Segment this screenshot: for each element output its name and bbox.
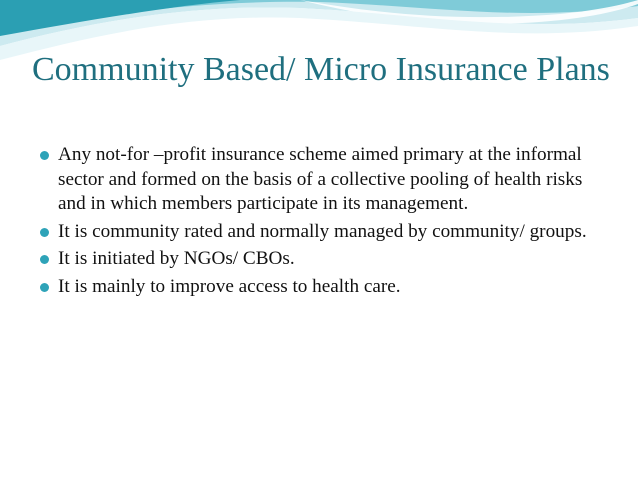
bullet-item [40, 275, 600, 300]
bullet-text: It is initiated by NGOs/ CBOs. [58, 248, 295, 269]
bullet-item [40, 247, 600, 272]
bullet-dot-icon [40, 283, 49, 292]
bullet-item [40, 143, 600, 217]
bullet-dot-icon [40, 255, 49, 264]
bullet-text: It is mainly to improve access to health care. [58, 275, 401, 297]
bullet-list [40, 143, 600, 302]
bullet-item [40, 220, 600, 245]
bullet-text: Any not-for –profit insurance scheme aimed primary at the informal sector and formed on the basis of a collective pooling of health risks and in which members participate in its management. [58, 144, 583, 214]
bullet-text: It is community rated and normally managed by community/ groups. [58, 220, 587, 242]
bullet-dot-icon [40, 151, 49, 160]
bullet-dot-icon [40, 228, 49, 237]
slide-title: Community Based/ Micro Insurance Plans [32, 51, 610, 88]
